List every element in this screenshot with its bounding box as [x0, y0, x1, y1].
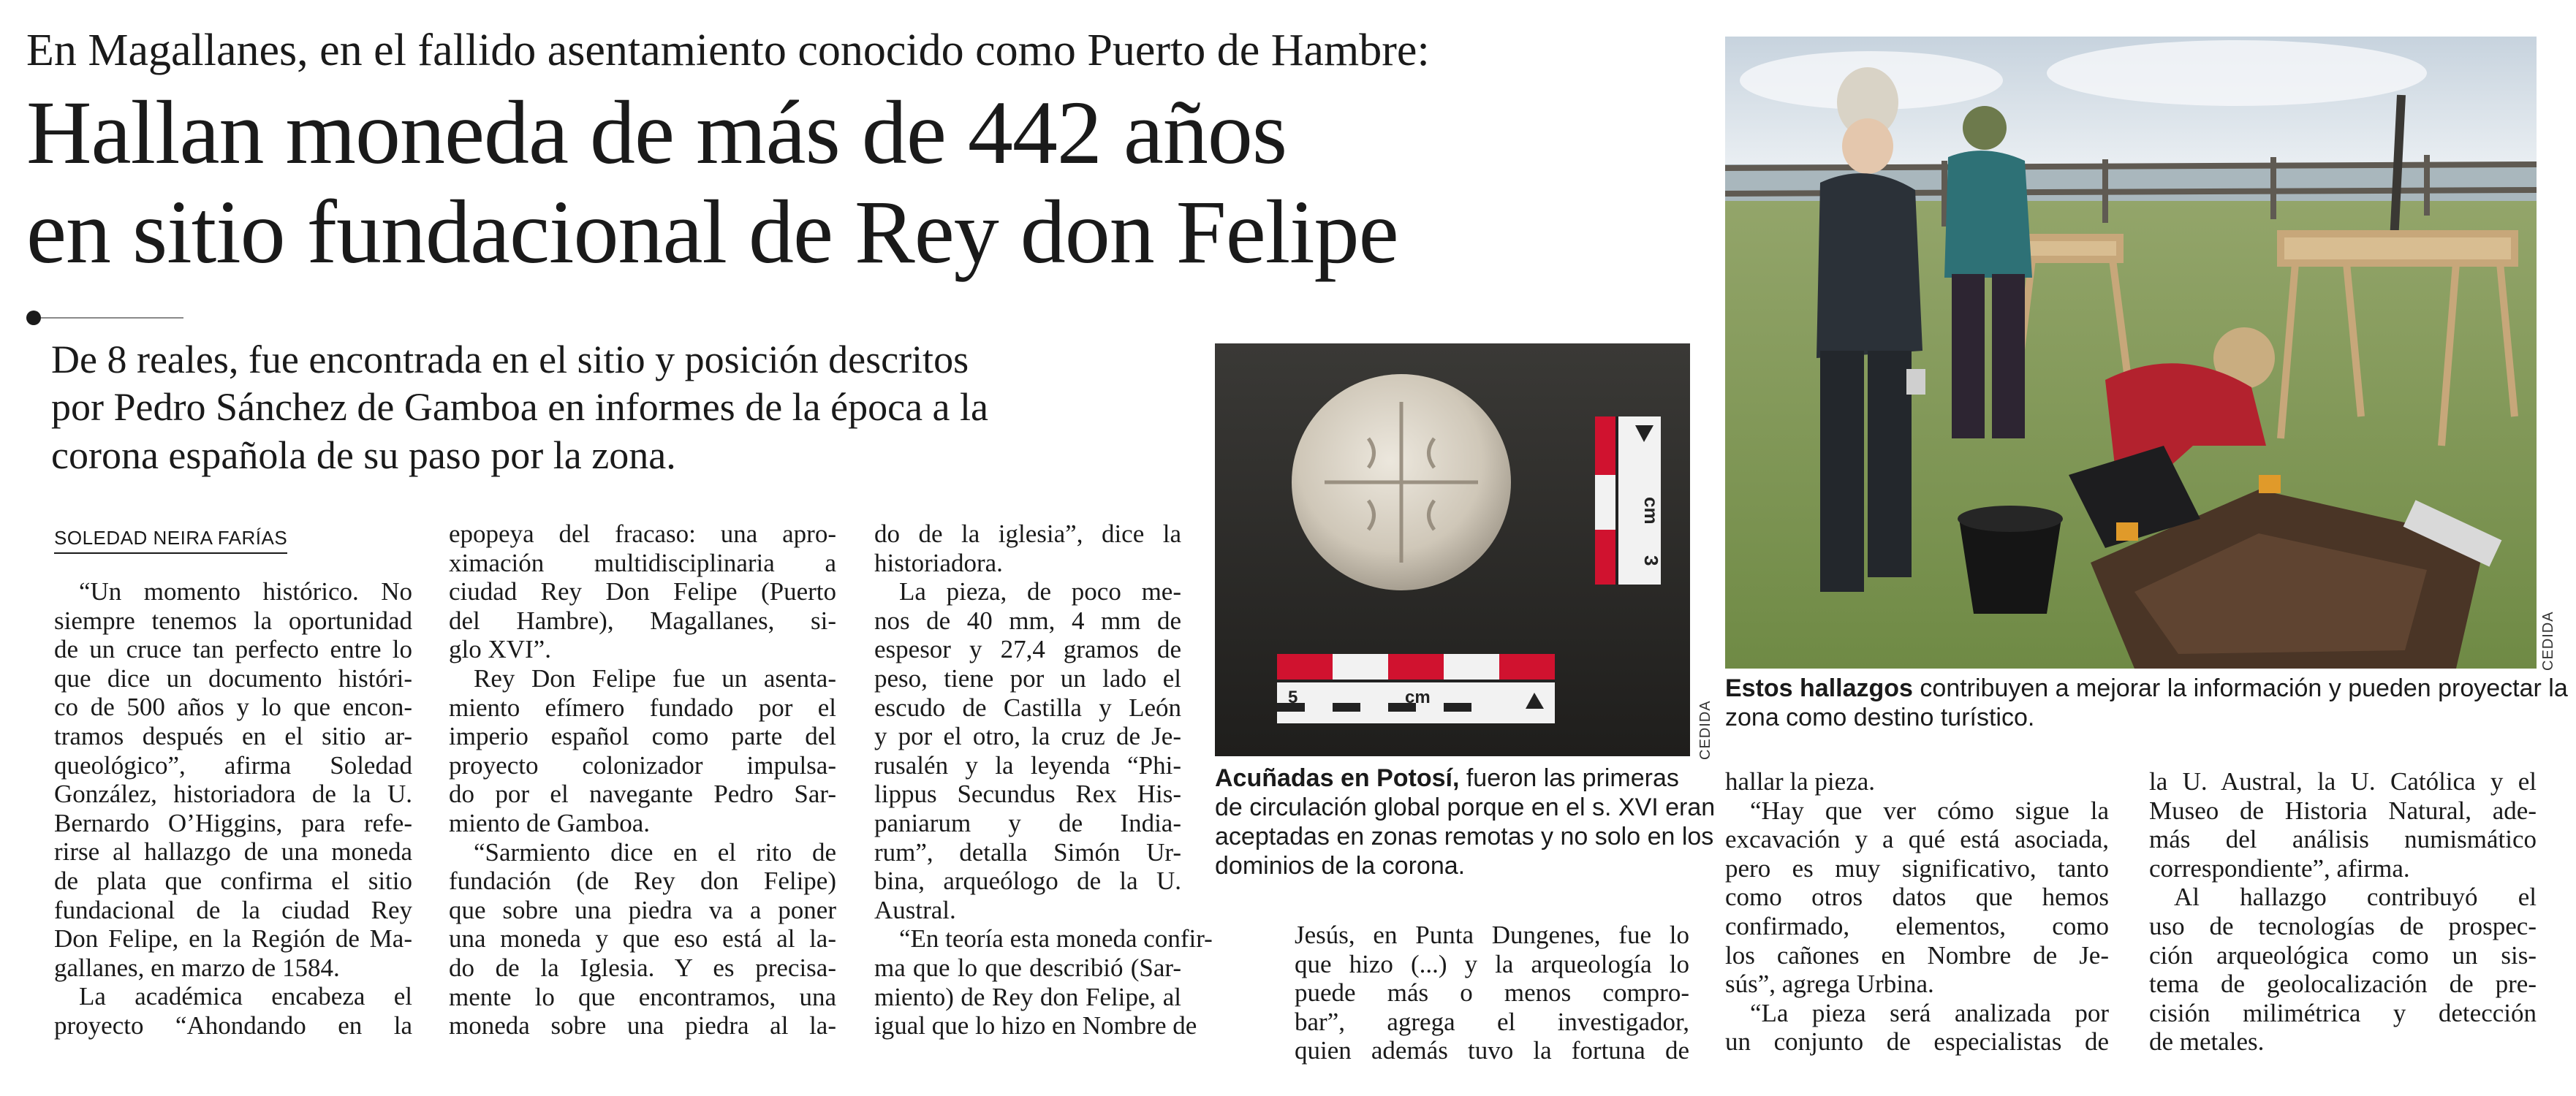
text-line: escudo de Castilla y León — [874, 693, 1181, 722]
coin-caption-text: dominios de la corona. — [1215, 852, 1466, 880]
text-line: rirse al hallazgo de una moneda — [54, 837, 412, 867]
text-line: más del análisis numismático — [2149, 825, 2537, 854]
text-line: proyecto “Ahondando en la — [54, 1011, 412, 1040]
dek — [51, 336, 1206, 479]
text-line: miento efímero fundado por el — [449, 693, 836, 722]
text-line: “Sarmiento dice en el rito de — [474, 837, 836, 867]
excavation-photo — [1725, 37, 2537, 669]
text-line: lippus Secundus Rex His- — [874, 780, 1181, 809]
column-3 — [874, 520, 1213, 1040]
excavation-caption-text: contribuyen a mejorar la información y pueden proyectar la — [1912, 674, 2568, 702]
text-line: miento de Gamboa. — [449, 808, 651, 837]
text-line: que dice un documento históri- — [54, 663, 412, 693]
text-line: ciudad Rey Don Felipe (Puerto — [449, 577, 836, 606]
text-line: un conjunto de especialistas de — [1725, 1027, 2109, 1057]
text-line: igual que lo hizo en Nombre de — [874, 1011, 1197, 1040]
text-line: correspondiente”, afirma. — [2149, 853, 2410, 883]
text-line: Rey Don Felipe fue un asenta- — [474, 663, 836, 693]
text-line: Jesús, en Punta Dungenes, fue lo — [1295, 921, 1689, 949]
excavation-caption-text: zona como destino turístico. — [1725, 704, 2035, 731]
text-line: “En teoría esta moneda confir- — [899, 924, 1213, 954]
coin-photo — [1215, 343, 1690, 756]
text-line: glo XVI”. — [449, 635, 551, 664]
text-line: do de la Iglesia. Y es precisa- — [449, 953, 836, 982]
text-line: fundación (de Rey don Felipe) — [449, 867, 836, 896]
text-line: “Un momento histórico. No — [79, 577, 412, 606]
coin-photo-graphic — [1215, 343, 1690, 756]
text-line: mente lo que encontramos, una — [449, 982, 836, 1011]
excavation-caption — [1725, 674, 2568, 732]
text-line: ma que lo que describió (Sar- — [874, 953, 1181, 982]
text-line: rum”, detalla Simón Ur- — [874, 837, 1181, 867]
text-line: Al hallazgo contribuyó el — [2174, 883, 2537, 912]
text-line: La pieza, de poco me- — [899, 577, 1181, 606]
headline — [26, 83, 1398, 283]
column-6 — [2149, 767, 2537, 1057]
text-line: los cañones en Nombre de Je- — [1725, 940, 2109, 970]
headline-line-1: Hallan moneda de más de 442 años — [26, 83, 1287, 183]
column-5 — [1725, 767, 2109, 1057]
coin-caption — [1215, 764, 1715, 880]
column-2 — [449, 520, 836, 1040]
kicker: En Magallanes, en el fallido asentamiento conocido como Puerto de Hambre: — [26, 26, 1430, 75]
text-line: Museo de Historia Natural, ade- — [2149, 796, 2537, 825]
text-line: puede más o menos compro- — [1295, 978, 1689, 1008]
coin-caption-text: aceptadas en zonas remotas y no solo en los — [1215, 823, 1714, 850]
text-line: bina, arqueólogo de la U. — [874, 867, 1181, 896]
text-line: miento) de Rey don Felipe, al — [874, 982, 1181, 1011]
text-line: rusalén y la leyenda “Phi- — [874, 750, 1181, 780]
headline-line-2: en sitio fundacional de Rey don Felipe — [26, 182, 1398, 283]
text-line: quien además tuvo la fortuna de — [1295, 1036, 1689, 1065]
text-line: Bernardo O’Higgins, para refe- — [54, 808, 412, 837]
vertical-scale-label: cm — [1640, 497, 1662, 525]
excavation-photo-graphic — [1725, 37, 2537, 669]
horizontal-scale-bar — [1277, 654, 1555, 723]
text-line: ción arqueológica como un sis- — [2149, 940, 2537, 970]
text-line: nos de 40 mm, 4 mm de — [874, 606, 1181, 635]
text-line: gallanes, en marzo de 1584. — [54, 953, 340, 982]
photo-credit-field: CEDIDA — [2540, 611, 2556, 671]
text-line: cisión milimétrica y detección — [2149, 998, 2537, 1027]
text-line: do de la iglesia”, dice la — [874, 520, 1181, 548]
rule-dot — [26, 311, 41, 325]
text-line: siempre tenemos la oportunidad — [54, 606, 412, 635]
text-line: uso de tecnologías de prospec- — [2149, 911, 2537, 940]
text-line: “Hay que ver cómo sigue la — [1750, 796, 2109, 825]
excavation-caption-lead: Estos hallazgos — [1725, 674, 1913, 702]
horizontal-scale-number: 5 — [1288, 688, 1298, 707]
text-line: historiadora. — [874, 548, 1003, 577]
text-line: tramos después en el sitio ar- — [54, 721, 412, 750]
text-line: que sobre una piedra va a poner — [449, 895, 836, 924]
text-line: do por el navegante Pedro Sar- — [449, 780, 836, 809]
text-line: fundacional de la ciudad Rey — [54, 895, 412, 924]
photo-credit-coin: CEDIDA — [1697, 700, 1713, 760]
coin-caption-text: de circulación global porque en el s. XVI eran — [1215, 794, 1716, 821]
text-line: paniarum y de Indiа- — [874, 808, 1181, 837]
text-line: y por el otro, la cruz de Je- — [874, 722, 1181, 751]
text-line: bar”, agrega el investigador, — [1295, 1007, 1689, 1036]
dek-line: corona española de su paso por la zona. — [51, 433, 676, 477]
text-line: Don Felipe, en la Región de Ma- — [54, 924, 412, 954]
text-line: la U. Austral, la U. Católica y el — [2149, 767, 2537, 796]
horizontal-scale-label: cm — [1405, 688, 1431, 707]
text-line: como otros datos que hemos — [1725, 883, 2109, 912]
vertical-scale-bar — [1595, 416, 1662, 585]
vertical-scale-number: 3 — [1640, 555, 1662, 566]
text-line: del Hambre), Magallanes, si- — [449, 606, 836, 635]
dek-line: De 8 reales, fue encontrada en el sitio y posición descritos — [51, 338, 969, 381]
coin-caption-lead: Acuñadas en Potosí, — [1215, 764, 1460, 792]
text-line: Austral. — [874, 895, 956, 924]
text-line: una moneda y que eso está al la- — [449, 924, 836, 954]
text-line: peso, tiene por un lado el — [874, 663, 1181, 693]
text-line: queológico”, afirma Soledad — [54, 750, 412, 780]
text-line: moneda sobre una piedra al la- — [449, 1011, 836, 1040]
coin-caption-text: fueron las primeras — [1459, 764, 1679, 792]
column-1 — [54, 577, 412, 1040]
text-line: pero es muy significativo, tanto — [1725, 853, 2109, 883]
text-line: que hizo (...) y la arqueología lo — [1295, 949, 1689, 978]
text-line: “La pieza será analizada por — [1750, 998, 2109, 1027]
text-line: excavación y a qué está asociada, — [1725, 825, 2109, 854]
text-line: confirmado, elementos, como — [1725, 911, 2109, 940]
text-line: imperio español como parte del — [449, 722, 836, 751]
text-line: de plata que confirma el sitio — [54, 866, 412, 895]
text-line: de un cruce tan perfecto entre lo — [54, 635, 412, 664]
text-line: hallar la pieza. — [1725, 767, 1876, 796]
rule-line — [41, 317, 183, 319]
text-line: tema de geolocalización de pre- — [2149, 970, 2537, 999]
byline: SOLEDAD NEIRA FARÍAS — [54, 527, 287, 554]
text-line: espesor y 27,4 gramos de — [874, 635, 1181, 664]
text-line: epopeya del fracaso: una apro- — [449, 520, 836, 548]
text-line: de metales. — [2149, 1027, 2265, 1057]
text-line: sús”, agrega Urbina. — [1725, 970, 1934, 999]
dek-line: por Pedro Sánchez de Gamboa en informes de la época a la — [51, 385, 988, 430]
column-4 — [1295, 921, 1689, 1065]
text-line: ximación multidisciplinaria a — [449, 548, 836, 577]
text-line: La académica encabeza el — [79, 982, 412, 1011]
text-line: González, historiadora de la U. — [54, 780, 412, 809]
text-line: proyecto colonizador impulsa- — [449, 750, 836, 780]
text-line: co de 500 años y lo que encon- — [54, 693, 412, 722]
